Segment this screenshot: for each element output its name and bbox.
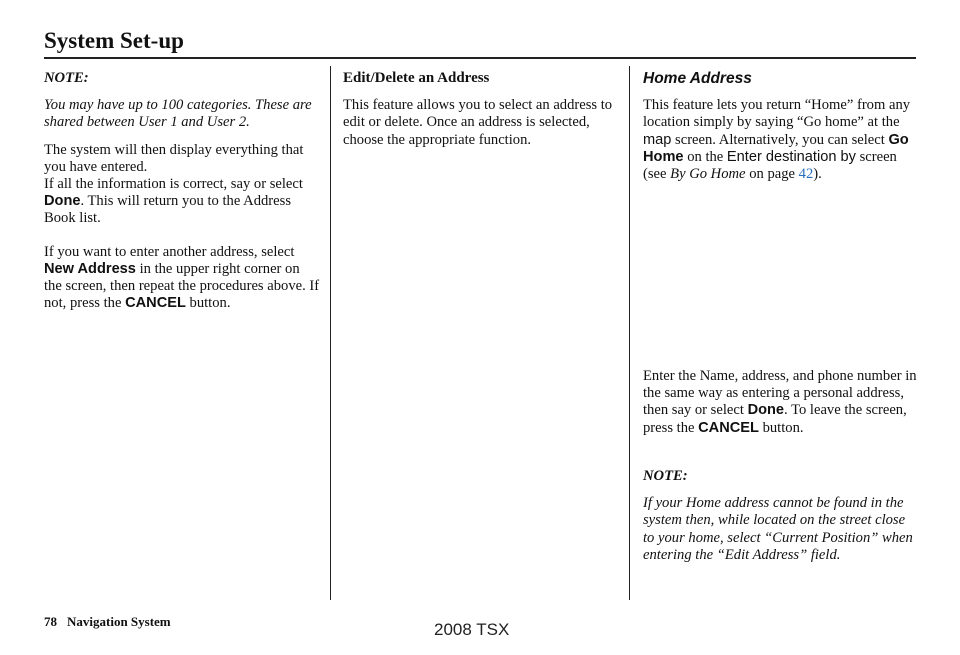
page-title: System Set-up [44, 28, 184, 53]
edit-delete-text: This feature allows you to select an address to edit or delete. Once an address is selected, choose the appropriate function. [343, 97, 613, 148]
cancel-term: CANCEL [125, 295, 186, 312]
footer-label: Navigation System [67, 614, 171, 629]
edit-delete-heading: Edit/Delete an Address [343, 70, 490, 86]
go-home-term: Go Home [643, 131, 909, 165]
cancel-term-2: CANCEL [698, 419, 759, 436]
paragraph-new-address: If you want to enter another address, select New Address in the upper right corner on the screen, then repeat the procedures above. If not, press the CANCEL button. [44, 243, 320, 312]
home-address-entry: Enter the Name, address, and phone number in the same way as entering a personal address, then say or select Done. To leave the screen, press the CANCEL button. [643, 368, 917, 436]
paragraph-entered: The system will then display everything that you have entered. [44, 141, 304, 175]
map-term: map [643, 131, 672, 148]
home-address-intro: This feature lets you return “Home” from any location simply by saying “Go home” at the map screen. Alternatively, you can select Go Home on the Enter destination by screen (see By Go Home on page 42). [643, 97, 911, 183]
done-term-2: Done [747, 402, 785, 419]
page-number: 78 [44, 614, 57, 629]
column-3 [643, 70, 919, 563]
paragraph-done: If all the information is correct, say or select Done. This will return you to the Address Book list. [44, 176, 303, 227]
enter-destination-term: Enter destination by [726, 148, 856, 165]
note-label-2: NOTE: [643, 468, 688, 484]
watermark: 2008 TSX [434, 620, 510, 639]
column-1 [44, 70, 320, 322]
page-42-link[interactable]: 42 [798, 166, 814, 183]
column-divider-2 [629, 66, 630, 600]
column-2 [343, 70, 618, 159]
note-text-2: If your Home address cannot be found in the system then, while located on the street close to your home, select “Current Position” when entering the “Edit Address” field. [643, 495, 913, 563]
title-rule [44, 57, 916, 59]
page-footer [44, 614, 171, 630]
new-address-term: New Address [44, 260, 136, 277]
note-text: You may have up to 100 categories. These are shared between User 1 and User 2. [44, 97, 312, 131]
column-divider-1 [330, 66, 331, 600]
note-label: NOTE: [44, 70, 89, 86]
by-go-home-ref: By Go Home [670, 166, 746, 183]
home-note [643, 468, 919, 574]
home-address-heading: Home Address [643, 70, 752, 87]
done-term: Done [44, 193, 81, 210]
